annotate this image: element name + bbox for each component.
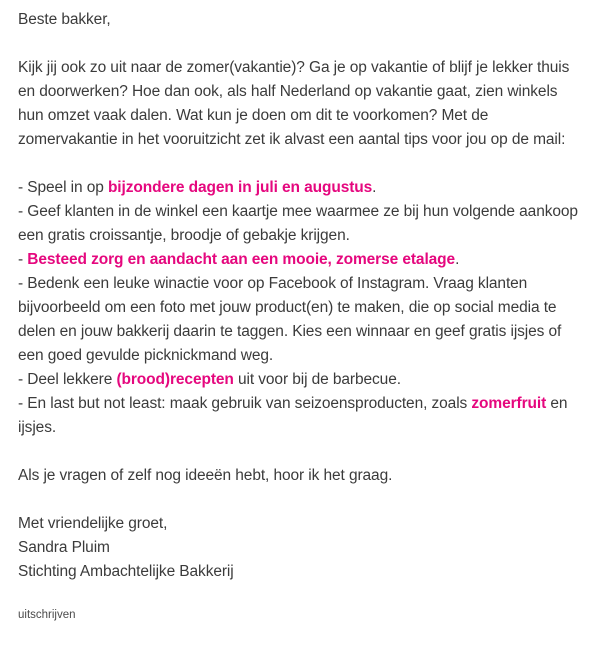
tip-text: en ijsjes. [18,395,568,436]
tip-text: - Geef klanten in de winkel een kaartje mee waarmee ze bij hun volgende aankoop een gratis croissantje, broodje of gebakje krijgen. [18,203,578,244]
signature-name: Sandra Pluim [18,539,110,556]
list-item-loyalty-card [18,200,584,248]
tip-text: - Bedenk een leuke winactie voor op Facebook of Instagram. Vraag klanten bijvoorbeeld om een foto met jouw product(en) te maken, die op social media te delen en jouw bakkerij daarin te taggen. Kies een winnaar en geef gratis ijsjes of een goed gevulde picknickmand weg. [18,275,562,364]
tip-text: uit voor bij de barbecue. [233,371,401,388]
signature-organization: Stichting Ambachtelijke Bakkerij [18,563,234,580]
list-item-social-contest [18,272,584,368]
recipes-link[interactable]: (brood)recepten [116,371,234,388]
special-days-link[interactable]: bijzondere dagen in juli en augustus [107,179,373,196]
tip-text: - [18,251,28,268]
greeting: Beste bakker, [18,11,111,28]
signature-block [18,512,584,584]
list-item-seasonal-products [18,392,584,440]
tips-list [18,176,584,440]
tip-text: - En last but not least: maak gebruik van seizoensproducten, zoals [18,395,472,412]
intro-paragraph: Kijk jij ook zo uit naar de zomer(vakantie)? Ga je op vakantie of blijf je lekker thuis en doorwerken? Hoe dan ook, als half Nederland op vakantie gaat, zien winkels hun omzet vaak dalen. Wat kun je doen om dit te voorkomen? Met de zomervakantie in het vooruitzicht zet ik alvast een aantal tips voor jou op de mail: [18,59,570,148]
unsubscribe-link[interactable]: uitschrijven [18,609,76,621]
list-item-recipes [18,368,584,392]
window-display-link[interactable]: Besteed zorg en aandacht aan een mooie, zomerse etalage [27,251,456,268]
outro-paragraph: Als je vragen of zelf nog ideeën hebt, hoor ik het graag. [18,467,393,484]
tip-text: . [372,179,377,196]
signature-salutation: Met vriendelijke groet, [18,515,168,532]
list-item-special-days [18,176,584,200]
tip-text: . [455,251,460,268]
tip-text: - Deel lekkere [18,371,117,388]
email-footer [18,602,584,626]
tip-text: - Speel in op [18,179,108,196]
list-item-window-display [18,248,584,272]
summer-fruit-link[interactable]: zomerfruit [471,395,547,412]
